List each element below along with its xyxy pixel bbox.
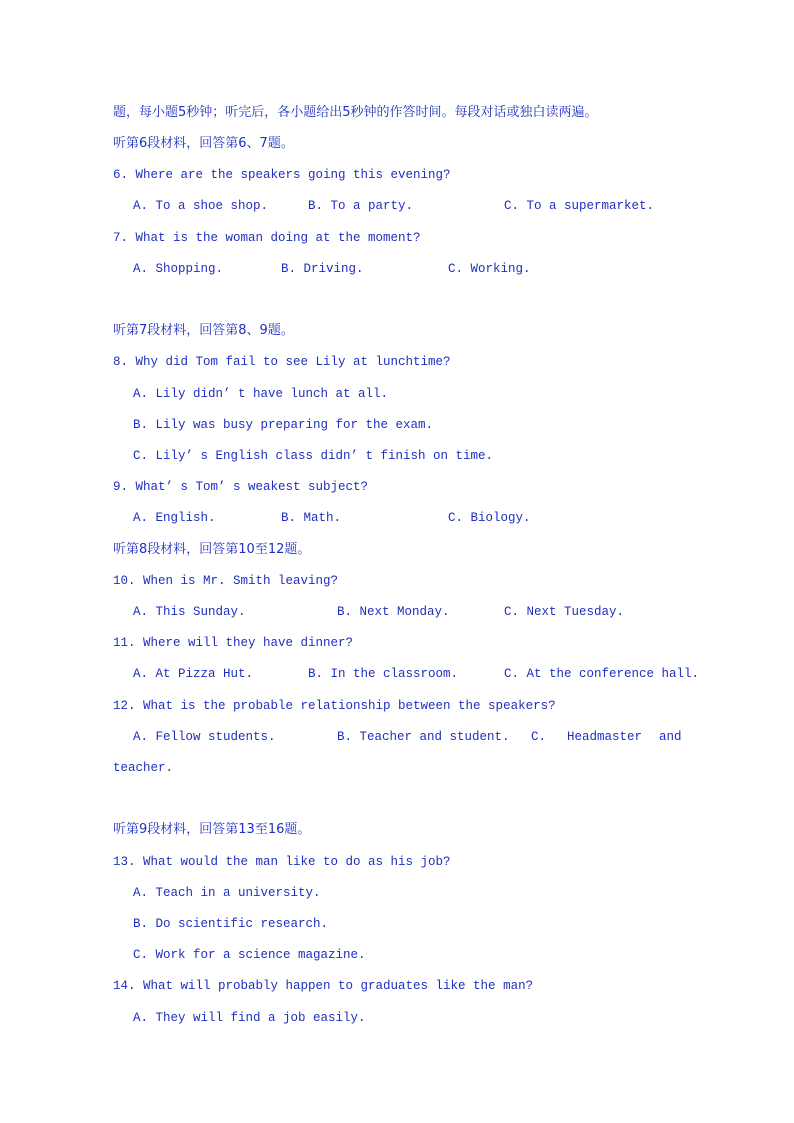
q9-option-c: C. Biology. <box>448 511 531 525</box>
question-13: 13. What would the man like to do as his job? <box>113 855 451 869</box>
instructions-text: 题，每小题5秒钟；听完后，各小题给出5秒钟的作答时间。每段对话或独白读两遍。 <box>113 105 598 120</box>
section-heading-7: 听第7段材料，回答第8、9题。 <box>113 323 294 338</box>
q10-option-c: C. Next Tuesday. <box>504 605 625 619</box>
q7-option-b: B. Driving. <box>281 262 364 276</box>
q7-option-c: C. Working. <box>448 262 531 276</box>
q12-option-c-letter: C. <box>531 730 547 744</box>
q11-option-c: C. At the conference hall. <box>504 667 700 681</box>
q12-option-a: A. Fellow students. <box>133 730 276 744</box>
q6-option-c: C. To a supermarket. <box>504 199 655 213</box>
question-10: 10. When is Mr. Smith leaving? <box>113 574 339 588</box>
q12-option-c-word-3: teacher. <box>113 761 174 775</box>
section-heading-8: 听第8段材料，回答第10至12题。 <box>113 542 311 557</box>
q8-option-a: A. Lily didn’ t have lunch at all. <box>133 387 389 401</box>
q11-option-a: A. At Pizza Hut. <box>133 667 254 681</box>
q13-option-b: B. Do scientific research. <box>133 917 329 931</box>
question-7: 7. What is the woman doing at the moment? <box>113 231 421 245</box>
q8-option-c: C. Lily’ s English class didn’ t finish on time. <box>133 449 494 463</box>
section-heading-9: 听第9段材料，回答第13至16题。 <box>113 822 311 837</box>
q12-option-c-word-2: and <box>659 730 682 744</box>
question-6: 6. Where are the speakers going this evening? <box>113 168 451 182</box>
q12-option-c-word-1: Headmaster <box>567 730 643 744</box>
section-heading-6: 听第6段材料，回答第6、7题。 <box>113 136 294 151</box>
q13-option-c: C. Work for a science magazine. <box>133 948 366 962</box>
q9-option-b: B. Math. <box>281 511 342 525</box>
q10-option-b: B. Next Monday. <box>337 605 450 619</box>
q13-option-a: A. Teach in a university. <box>133 886 321 900</box>
question-12: 12. What is the probable relationship between the speakers? <box>113 699 556 713</box>
q11-option-b: B. In the classroom. <box>308 667 459 681</box>
q7-option-a: A. Shopping. <box>133 262 224 276</box>
question-11: 11. Where will they have dinner? <box>113 636 354 650</box>
question-9: 9. What’ s Tom’ s weakest subject? <box>113 480 369 494</box>
question-8: 8. Why did Tom fail to see Lily at lunchtime? <box>113 355 451 369</box>
q6-option-b: B. To a party. <box>308 199 414 213</box>
q14-option-a: A. They will find a job easily. <box>133 1011 366 1025</box>
q6-option-a: A. To a shoe shop. <box>133 199 269 213</box>
question-14: 14. What will probably happen to graduates like the man? <box>113 979 534 993</box>
q8-option-b: B. Lily was busy preparing for the exam. <box>133 418 434 432</box>
q12-option-b: B. Teacher and student. <box>337 730 510 744</box>
q9-option-a: A. English. <box>133 511 216 525</box>
q10-option-a: A. This Sunday. <box>133 605 246 619</box>
